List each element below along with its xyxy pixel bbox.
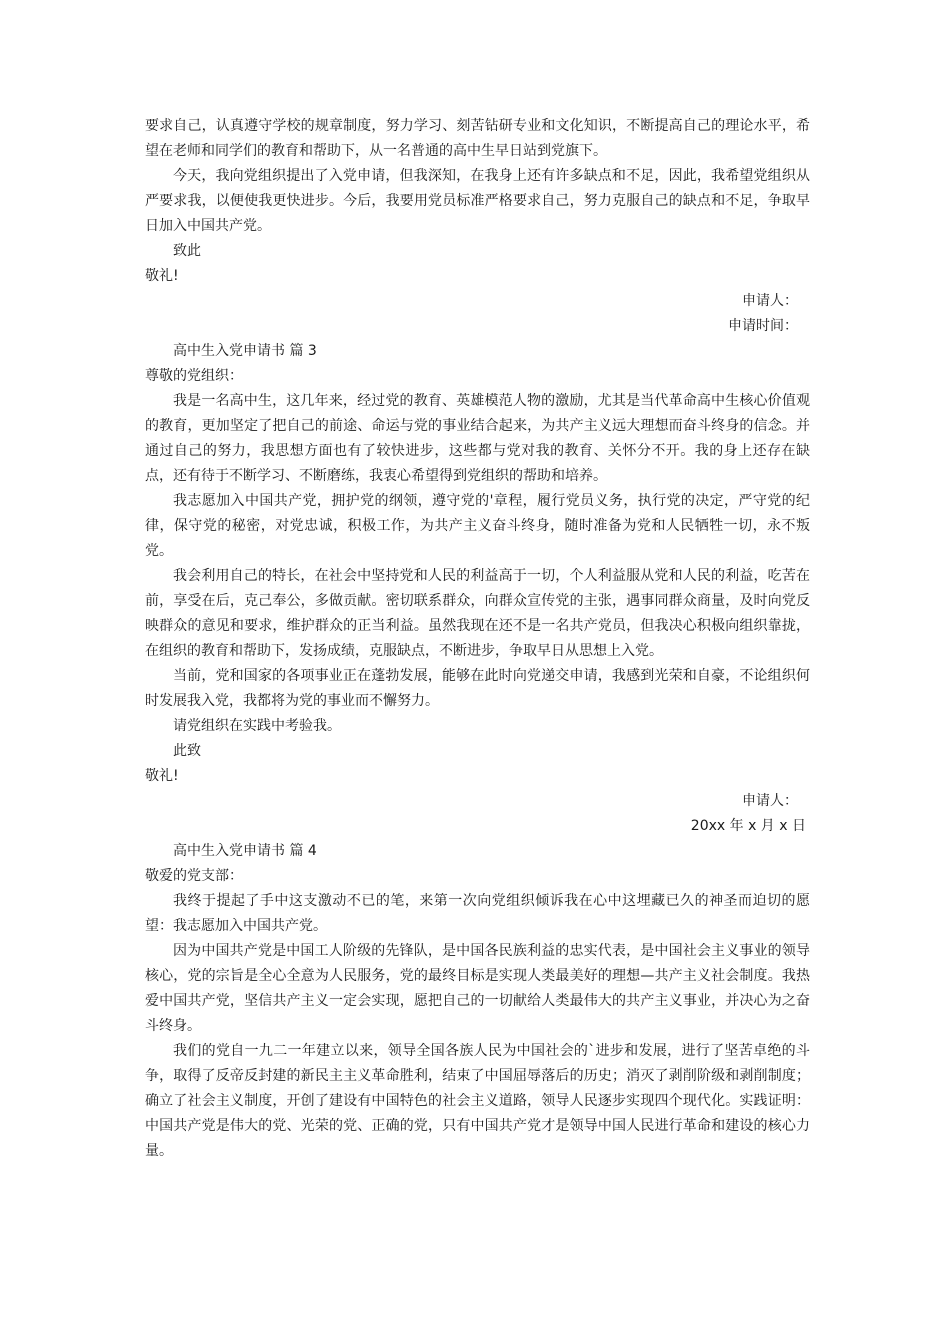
paragraph-3-3: 我会利用自己的特长，在社会中坚持党和人民的利益高于一切，个人利益服从党和人民的利益，吃苦在前，享受在后，克己奉公，多做贡献。密切联系群众，向群众宣传党的主张，遇事同群众商量，及时向党反映群众的意见和要求，维护群众的正当利益。虽然我现在还不是一名共产党员，但我决心积极向组织靠拢，在组织的教育和帮助下，发扬成绩，克服缺点，不断进步，争取早日从思想上入党。 xyxy=(145,568,810,659)
paragraph-continuation: 要求自己，认真遵守学校的规章制度，努力学习、刻苦钻研专业和文化知识，不断提高自己的理论水平，希望在老师和同学们的教育和帮助下，从一名普通的高中生早日站到党旗下。 xyxy=(145,118,810,159)
applicant-label-3: 申请人： xyxy=(742,793,798,809)
applicant-label: 申请人： xyxy=(742,293,798,309)
paragraph-3-2: 我志愿加入中国共产党，拥护党的纲领，遵守党的'章程，履行党员义务，执行党的决定，严守党的纪律，保守党的秘密，对党忠诚，积极工作，为共产主义奋斗终身，随时准备为党和人民牺牲一切，永不叛党。 xyxy=(145,493,810,559)
greeting-4: 敬爱的党支部： xyxy=(145,868,243,884)
paragraph-4-3: 我们的党自一九二一年建立以来，领导全国各族人民为中国社会的`进步和发展，进行了坚苦卓绝的斗争，取得了反帝反封建的新民主主义革命胜利，结束了中国屈辱落后的历史；消灭了剥削阶级和剥削制度；确立了社会主义制度，开创了建设有中国特色的社会主义道路，领导人民逐步实现四个现代化。实践证明：中国共产党是伟大的党、光荣的党、正确的党，只有中国共产党才是领导中国人民进行革命和建设的核心力量。 xyxy=(145,1043,810,1159)
application-date-label: 申请时间： xyxy=(728,318,798,334)
closing-regards: 敬礼! xyxy=(145,268,179,284)
closing-regards-3: 敬礼! xyxy=(145,768,179,784)
closing-salutation: 致此 xyxy=(173,243,201,259)
paragraph-today: 今天，我向党组织提出了入党申请，但我深知，在我身上还有许多缺点和不足，因此，我希望党组织从严要求我，以便使我更快进步。今后，我要用党员标准严格要求自己，努力克服自己的缺点和不足，争取早日加入中国共产党。 xyxy=(145,168,810,234)
greeting-3: 尊敬的党组织： xyxy=(145,368,243,384)
paragraph-3-4: 当前，党和国家的各项事业正在蓬勃发展，能够在此时向党递交申请，我感到光荣和自豪，不论组织何时发展我入党，我都将为党的事业而不懈努力。 xyxy=(145,668,810,709)
closing-salutation-3: 此致 xyxy=(173,743,201,759)
paragraph-3-1: 我是一名高中生，这几年来，经过党的教育、英雄模范人物的激励，尤其是当代革命高中生核心价值观的教育，更加坚定了把自己的前途、命运与党的事业结合起来，为共产主义远大理想而奋斗终身的信念。并通过自己的努力，我思想方面也有了较快进步，这些都与党对我的教育、关怀分不开。我的身上还存在缺点，还有待于不断学习、不断磨练，我衷心希望得到党组织的帮助和培养。 xyxy=(145,393,810,484)
section-title-4: 高中生入党申请书 篇 4 xyxy=(173,843,317,859)
paragraph-4-2: 因为中国共产党是中国工人阶级的先锋队，是中国各民族利益的忠实代表，是中国社会主义事业的领导核心，党的宗旨是全心全意为人民服务，党的最终目标是实现人类最美好的理想—共产主义社会制度。我热爱中国共产党，坚信共产主义一定会实现，愿把自己的一切献给人类最伟大的共产主义事业，并决心为之奋斗终身。 xyxy=(145,943,810,1034)
document-body xyxy=(145,114,810,1164)
paragraph-3-5: 请党组织在实践中考验我。 xyxy=(173,718,341,734)
application-date-3: 20xx 年 x 月 x 日 xyxy=(690,818,806,834)
paragraph-4-1: 我终于提起了手中这支激动不已的笔，来第一次向党组织倾诉我在心中这埋藏已久的神圣而迫切的愿望：我志愿加入中国共产党。 xyxy=(145,893,810,934)
section-title-3: 高中生入党申请书 篇 3 xyxy=(173,343,317,359)
